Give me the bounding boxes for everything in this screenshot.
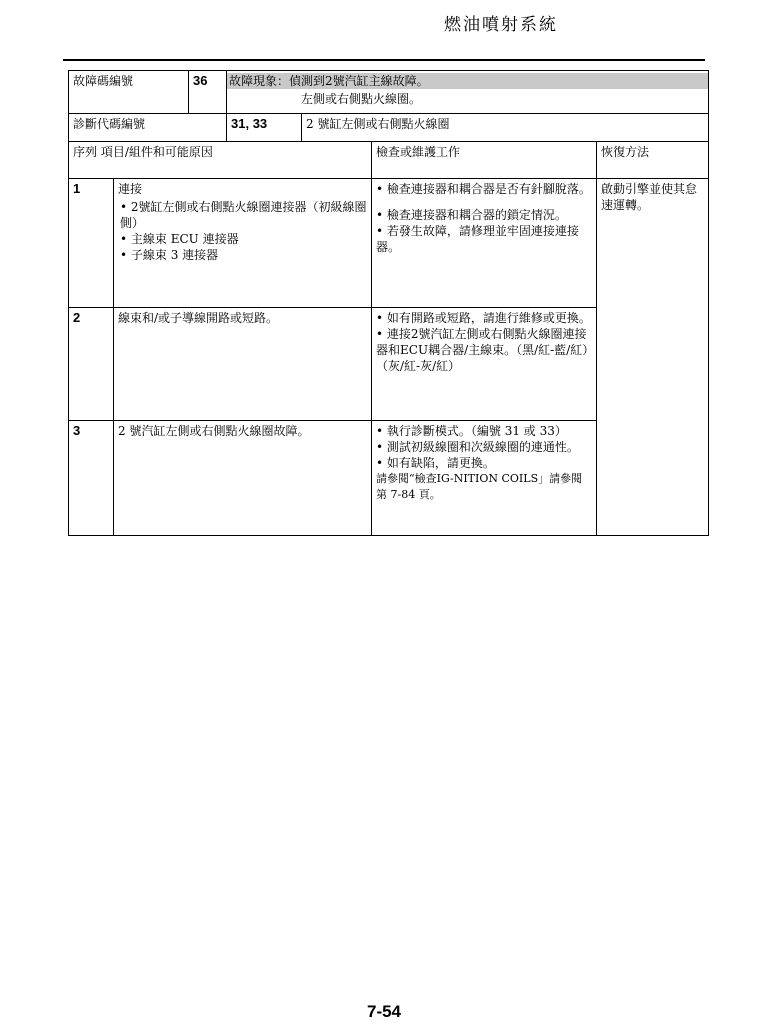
diag-code-row [69,114,709,142]
fault-code-label: 故障碼編號 [69,71,189,114]
row-item-bullet: • 2號缸左側或右側點火線圈連接器（初級線圈側） [120,200,367,230]
header-rule [63,59,705,61]
row-item-bullet: • 子線束 3 連接器 [120,248,219,262]
row-check-line: • 若發生故障，請修理並牢固連接連接器。 [376,224,579,254]
column-header-row [69,142,709,179]
symptom-text-1: 偵測到2號汽缸主線故障。 [289,74,429,88]
row-item [114,308,372,421]
page-number: 7-54 [366,1002,402,1021]
table-row [69,179,709,308]
row-check-line: 請參閱“檢查IG-NITION COILS」請參閱第 7-84 頁。 [376,472,583,501]
diag-code-label: 診斷代碼編號 [69,114,227,142]
symptom-cell [227,71,709,114]
row-number: 2 [69,308,114,421]
row-check-line: • 檢查連接器和耦合器是否有針腳脫落。 [376,182,591,196]
row-item-title: 線束和/或子導線開路或短路。 [118,311,279,325]
fault-code-row [69,71,709,114]
row-item-title: 連接 [118,182,143,196]
col-header-recovery: 恢復方法 [597,142,709,179]
diag-code-value: 31, 33 [227,114,302,142]
row-number: 3 [69,421,114,536]
row-check-line: • 測試初級線圈和次級線圈的連通性。 [376,440,579,454]
symptom-line-1 [227,73,708,89]
row-item-title: 2 號汽缸左側或右側點火線圈故障。 [118,424,310,438]
symptom-label: 故障現象： [229,74,290,88]
row-check-line: • 執行診斷模式。（編號 31 或 33） [376,424,567,438]
row-check-line: • 連接2號汽缸左側或右側點火線圈連接器和ECU耦合器/主線束。（黑/紅-藍/紅）（灰/紅-灰/紅） [376,327,589,373]
col-header-check: 檢查或維護工作 [372,142,597,179]
row-check [372,308,597,421]
fault-table [68,70,709,536]
row-check-line: • 檢查連接器和耦合器的鎖定情況。 [376,208,567,222]
recovery-cell: 啟動引擎並使其怠速運轉。 [597,179,709,536]
fault-code-value: 36 [189,71,227,114]
diag-code-desc: 2 號缸左側或右側點火線圈 [302,114,709,142]
row-check-line: • 如有開路或短路，請進行維修或更換。 [376,311,591,325]
symptom-line-2: 左側或右側點火線圈。 [301,92,422,106]
row-number: 1 [69,179,114,308]
row-item [114,179,372,308]
row-item [114,421,372,536]
row-check [372,179,597,308]
page-header-title: 燃油噴射系統 [444,15,558,35]
col-header-seq-item: 序列 項目/組件和可能原因 [69,142,372,179]
row-check [372,421,597,536]
row-item-bullet: • 主線束 ECU 連接器 [120,232,239,246]
row-check-line: • 如有缺陷，請更換。 [376,456,495,470]
